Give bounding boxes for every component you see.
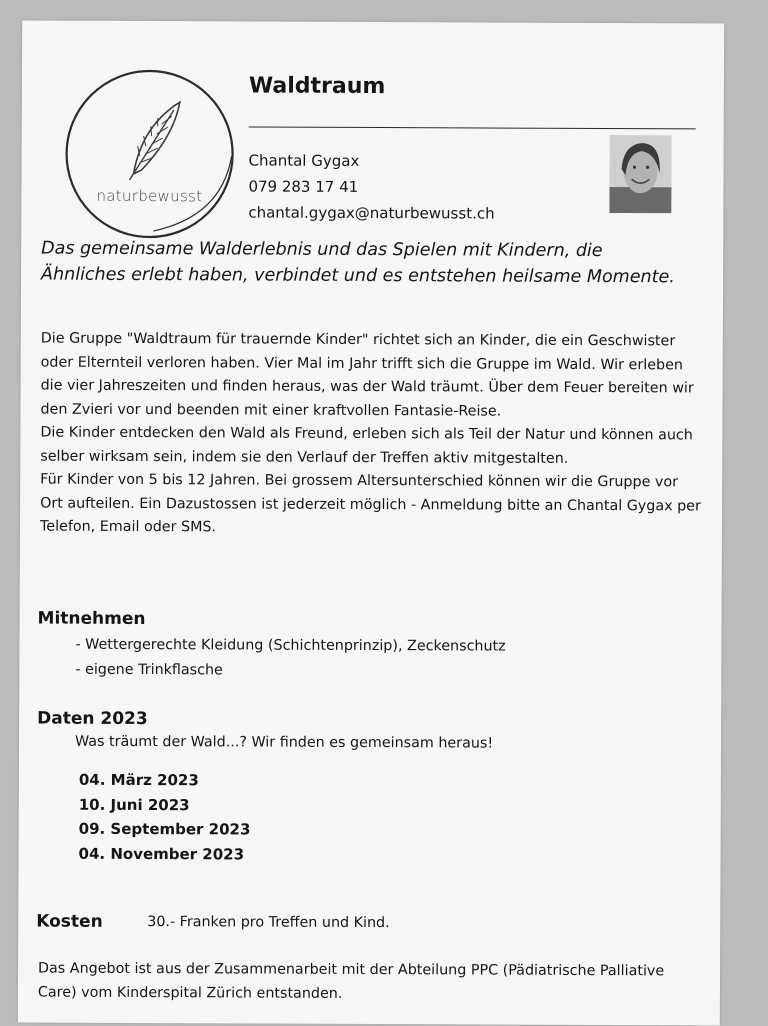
description-paragraph: Die Kinder entdecken den Wald als Freund, erleben sich als Teil der Natur und können auch selber wirksam sein, indem sie den Verlauf der Treffen aktiv mitgestalten. [40,424,693,467]
description-paragraph: Die Gruppe "Waldtraum für trauernde Kinder" richtet sich an Kinder, die ein Geschwister oder Elternteil verloren haben. Vier Mal im Jahr trifft sich die Gruppe im Wald. Wir erleben die vier Jahreszeiten und finden heraus, was der Wald träumt. Über dem Feuer bereiten wir den Zvieri vor und beenden mit einer kraftvollen Fantasie-Reise. [40,330,694,420]
contact-block [248,147,495,226]
daten-subtitle: Was träumt der Wald...? Wir finden es gemeinsam heraus! [75,733,494,752]
mitnehmen-list [75,633,505,685]
contact-email[interactable]: chantal.gygax@naturbewusst.ch [248,203,495,223]
date-item: 04. November 2023 [78,844,245,863]
flyer-page [18,20,724,1025]
list-item: - eigene Trinkflasche [75,661,223,679]
date-item: 04. März 2023 [78,770,199,790]
list-item: - Wettergerechte Kleidung (Schichtenprinzip), Zeckenschutz [75,636,506,655]
daten-heading: Daten 2023 [37,708,148,730]
lead-text: Das gemeinsame Walderlebnis und das Spielen mit Kindern, die Ähnliches erlebt haben, verbindet und es entstehen heilsame Momente. [41,238,675,288]
kosten-text: 30.- Franken pro Treffen und Kind. [147,914,390,932]
description-paragraph: Für Kinder von 5 bis 12 Jahren. Bei grossem Altersunterschied können wir die Gruppe vor Ort aufteilen. Ein Dazustossen ist jederzeit möglich - Anmeldung bitte an Chantal Gygax per Telefon, Email oder SMS. [39,471,701,536]
feather-icon [129,102,179,180]
contact-phone[interactable]: 079 283 17 41 [248,177,359,196]
portrait-photo [609,135,671,213]
date-item: 10. Juni 2023 [78,795,190,814]
date-item: 09. September 2023 [78,819,251,839]
description [40,328,705,542]
title-divider [249,126,696,129]
naturbewusst-logo [61,66,238,243]
page-title: Waldtraum [248,73,386,100]
logo-ring [61,66,238,243]
kosten-heading: Kosten [36,911,103,932]
mitnehmen-heading: Mitnehmen [37,608,146,630]
date-list [79,768,251,867]
contact-name: Chantal Gygax [248,151,360,170]
footer-note: Das Angebot ist aus der Zusammenarbeit mit der Abteilung PPC (Pädiatrische Palliative Care) vom Kinderspital Zürich entstanden. [37,960,665,1002]
logo-text: naturbewusst [96,186,203,206]
